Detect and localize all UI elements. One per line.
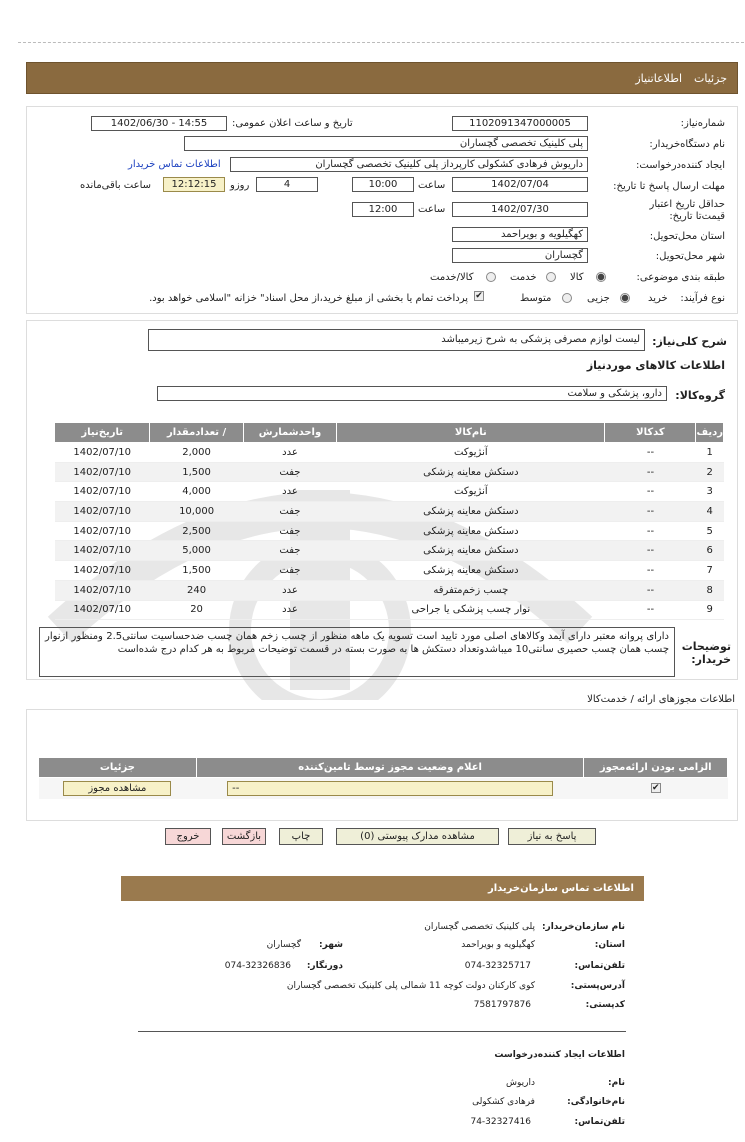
contact-phone-label: تلفن‌تماس: bbox=[574, 961, 625, 971]
col-license-details: جزئیات bbox=[39, 758, 197, 778]
col-date: تاریخ‌نیاز bbox=[55, 423, 150, 443]
process-option-purchase: خرید bbox=[648, 293, 668, 304]
creator-family-label: نام‌خانوادگی: bbox=[567, 1097, 625, 1107]
item-date-cell: 1402/07/10 bbox=[55, 482, 150, 502]
reply-button[interactable]: پاسخ به نیاز bbox=[508, 828, 596, 845]
row-number-cell: 5 bbox=[696, 521, 724, 541]
contact-header bbox=[121, 876, 644, 901]
category-label: طبقه بندی موضوعی: bbox=[636, 272, 725, 283]
row-number-cell: 9 bbox=[696, 600, 724, 620]
announce-label: تاریخ و ساعت اعلان عمومی: bbox=[232, 118, 353, 129]
item-code-cell: -- bbox=[605, 561, 696, 581]
license-status-field[interactable]: -- bbox=[227, 781, 553, 796]
item-date-cell: 1402/07/10 bbox=[55, 561, 150, 581]
table-row bbox=[55, 541, 724, 561]
validity-time-field: 12:00 bbox=[352, 202, 414, 217]
buyer-notes-label: توضیحات خریدار: bbox=[681, 640, 731, 666]
category-radio-both[interactable] bbox=[486, 272, 496, 283]
item-code-cell: -- bbox=[605, 521, 696, 541]
license-row bbox=[39, 778, 728, 799]
contact-fax-label: دورنگار: bbox=[306, 961, 343, 971]
contact-org: پلی کلینیک تخصصی گچساران bbox=[424, 922, 535, 932]
process-radio-minor[interactable] bbox=[620, 293, 630, 304]
row-number-cell: 7 bbox=[696, 561, 724, 581]
view-attachments-button[interactable]: مشاهده مدارک پیوستی (0) bbox=[336, 828, 499, 845]
contact-org-label: نام سازمان‌خریدار: bbox=[541, 922, 625, 932]
validity-date-field: 1402/07/30 bbox=[452, 202, 588, 217]
row-number-cell: 6 bbox=[696, 541, 724, 561]
item-qty-cell: 20 bbox=[150, 600, 243, 620]
creator-phone: 74-32327416 bbox=[470, 1117, 531, 1127]
contact-title: اطلاعات تماس سازمان‌خریدار bbox=[487, 883, 634, 894]
item-code-cell: -- bbox=[605, 502, 696, 522]
deadline-time-label: ساعت bbox=[418, 180, 446, 191]
contact-postal-label: کدپستی: bbox=[585, 1000, 625, 1010]
item-code-cell: -- bbox=[605, 482, 696, 502]
licenses-title: اطلاعات مجوزهای ارائه / خدمت‌کالا bbox=[587, 694, 735, 705]
item-name-cell: آنژیوکت bbox=[337, 482, 605, 502]
creator-family: فرهادی کشکولی bbox=[472, 1097, 535, 1107]
col-code: کدکالا bbox=[605, 423, 696, 443]
buyer-org-label: نام دستگاه‌خریدار: bbox=[649, 139, 725, 150]
table-row bbox=[55, 521, 724, 541]
tab-details[interactable]: جزئیات bbox=[694, 72, 727, 85]
contact-province: کهگیلویه و بویراحمد bbox=[461, 940, 535, 950]
items-table bbox=[54, 422, 724, 620]
item-qty-cell: 5,000 bbox=[150, 541, 243, 561]
item-name-cell: دستکش معاینه پزشکی bbox=[337, 502, 605, 522]
item-qty-cell: 10,000 bbox=[150, 502, 243, 522]
category-option-service: خدمت bbox=[510, 272, 537, 283]
item-name-cell: آنژیوکت bbox=[337, 443, 605, 463]
table-row bbox=[55, 443, 724, 463]
deadline-date-field: 1402/07/04 bbox=[452, 177, 588, 192]
goods-info-title: اطلاعات کالاهای موردنیاز bbox=[586, 359, 725, 372]
col-license-required: الزامی بودن ارائه‌مجوز bbox=[584, 758, 728, 778]
category-radio-service[interactable] bbox=[546, 272, 556, 283]
process-option-minor: جزیی bbox=[587, 293, 610, 304]
print-button[interactable]: چاپ bbox=[279, 828, 323, 845]
creator-name-label: نام: bbox=[608, 1078, 625, 1088]
item-qty-cell: 1,500 bbox=[150, 561, 243, 581]
item-name-cell: دستکش معاینه پزشکی bbox=[337, 561, 605, 581]
license-required-checkbox[interactable]: ✔ bbox=[651, 782, 660, 793]
item-date-cell: 1402/07/10 bbox=[55, 541, 150, 561]
category-option-both: کالا/خدمت bbox=[430, 272, 474, 283]
item-qty-cell: 240 bbox=[150, 580, 243, 600]
contact-postal: 7581797876 bbox=[473, 1000, 531, 1010]
days-field: 4 bbox=[256, 177, 318, 192]
item-date-cell: 1402/07/10 bbox=[55, 443, 150, 463]
city-label: شهر محل‌تحویل: bbox=[655, 251, 725, 262]
item-code-cell: -- bbox=[605, 443, 696, 463]
license-status-cell bbox=[196, 778, 584, 799]
treasury-checkbox[interactable]: ✔ bbox=[475, 291, 483, 301]
table-row bbox=[55, 561, 724, 581]
days-label: روزو bbox=[230, 180, 250, 191]
item-date-cell: 1402/07/10 bbox=[55, 580, 150, 600]
table-row bbox=[55, 482, 724, 502]
creator-name: داریوش bbox=[506, 1078, 535, 1088]
item-name-cell: دستکش معاینه پزشکی bbox=[337, 541, 605, 561]
contact-phone: 074-32325717 bbox=[464, 961, 531, 971]
row-number-cell: 8 bbox=[696, 580, 724, 600]
remaining-time-field: 12:12:15 bbox=[163, 177, 225, 192]
items-table-wrap bbox=[54, 422, 724, 620]
announce-field: 1402/06/30 - 14:55 bbox=[91, 116, 227, 131]
item-unit-cell: جفت bbox=[243, 541, 336, 561]
item-date-cell: 1402/07/10 bbox=[55, 521, 150, 541]
item-name-cell: دستکش معاینه پزشکی bbox=[337, 462, 605, 482]
item-name-cell: دستکش معاینه پزشکی bbox=[337, 521, 605, 541]
contact-city: گچساران bbox=[266, 940, 301, 950]
contact-city-label: شهر: bbox=[319, 940, 343, 950]
license-required-cell bbox=[584, 778, 728, 799]
item-unit-cell: جفت bbox=[243, 462, 336, 482]
province-field: کهگیلویه و بویراحمد bbox=[452, 227, 588, 242]
license-details-cell bbox=[39, 778, 197, 799]
buyer-notes-box: دارای پروانه معتبر دارای آیمد وکالاهای اصلی مورد تایید است تسویه یک ماهه منظور از چسب زخم همان چسب ضدحساسیت سانتی2.5 ومنظور ازنوار چسب همان چسب حصیری سانتی10 میباشدوتعداد دستکش ها به صورت بسته در قسمت توضیحات مربوط به هر کدام درج شده‌است bbox=[39, 627, 675, 677]
item-date-cell: 1402/07/10 bbox=[55, 502, 150, 522]
process-option-medium: متوسط bbox=[520, 293, 552, 304]
item-date-cell: 1402/07/10 bbox=[55, 462, 150, 482]
item-name-cell: نوار چسب پزشکی یا جراحی bbox=[337, 600, 605, 620]
remaining-label: ساعت باقی‌مانده bbox=[80, 180, 152, 191]
need-number-label: شماره‌نیاز: bbox=[680, 118, 725, 129]
deadline-label: مهلت ارسال پاسخ تا تاریخ: bbox=[613, 181, 725, 192]
buyer-org-field: پلی کلینیک تخصصی گچساران bbox=[184, 136, 588, 151]
deadline-time-field: 10:00 bbox=[352, 177, 414, 192]
contact-province-label: استان: bbox=[594, 940, 625, 950]
category-option-goods: کالا bbox=[570, 272, 584, 283]
top-divider bbox=[18, 42, 744, 43]
item-qty-cell: 1,500 bbox=[150, 462, 243, 482]
province-label: استان محل‌تحویل: bbox=[649, 231, 725, 242]
process-radio-medium[interactable] bbox=[562, 293, 572, 304]
contact-divider bbox=[138, 1031, 626, 1032]
item-unit-cell: جفت bbox=[243, 561, 336, 581]
contact-fax: 074-32326836 bbox=[224, 961, 291, 971]
payment-note: پرداخت تمام یا بخشی از مبلغ خرید،از محل اسناد" خزانه "اسلامی خواهد بود. bbox=[149, 293, 468, 304]
item-qty-cell: 4,000 bbox=[150, 482, 243, 502]
contact-address: کوی کارکنان دولت کوچه 11 شمالی پلی کلینیک تخصصی گچساران bbox=[286, 981, 535, 991]
col-qty: / تعدادمقدار bbox=[150, 423, 243, 443]
item-date-cell: 1402/07/10 bbox=[55, 600, 150, 620]
item-code-cell: -- bbox=[605, 541, 696, 561]
row-number-cell: 4 bbox=[696, 502, 724, 522]
item-code-cell: -- bbox=[605, 462, 696, 482]
item-unit-cell: جفت bbox=[243, 502, 336, 522]
licenses-table bbox=[38, 757, 728, 799]
item-unit-cell: عدد bbox=[243, 482, 336, 502]
col-unit: واحدشمارش bbox=[243, 423, 336, 443]
summary-label: شرح کلی‌نیاز: bbox=[652, 335, 727, 348]
validity-label: حداقل تاریخ اعتبار قیمت‌تا تاریخ: bbox=[649, 199, 725, 222]
group-label: گروه‌کالا: bbox=[675, 389, 725, 402]
page-header bbox=[26, 62, 738, 94]
item-qty-cell: 2,500 bbox=[150, 521, 243, 541]
row-number-cell: 2 bbox=[696, 462, 724, 482]
creator-phone-label: تلفن‌تماس: bbox=[574, 1117, 625, 1127]
requester-label: ایجاد کننده‌درخواست: bbox=[636, 160, 725, 171]
need-number-field: 1102091347000005 bbox=[452, 116, 588, 131]
table-row bbox=[55, 462, 724, 482]
col-name: نام‌کالا bbox=[337, 423, 605, 443]
col-row: ردیف bbox=[696, 423, 724, 443]
city-field: گچساران bbox=[452, 248, 588, 263]
item-unit-cell: جفت bbox=[243, 521, 336, 541]
row-number-cell: 3 bbox=[696, 482, 724, 502]
process-label: نوع فرآیند: bbox=[680, 293, 725, 304]
contact-address-label: آدرس‌پستی: bbox=[570, 981, 625, 991]
requester-field: داریوش فرهادی کشکولی کارپرداز پلی کلینیک تخصصی گچساران bbox=[230, 157, 588, 172]
item-unit-cell: عدد bbox=[243, 580, 336, 600]
item-name-cell: چسب زخم‌متفرقه bbox=[337, 580, 605, 600]
validity-time-label: ساعت bbox=[418, 204, 446, 215]
summary-field: لیست لوازم مصرفی پزشکی به شرح زیرمیباشد bbox=[148, 329, 645, 351]
table-row bbox=[55, 600, 724, 620]
item-unit-cell: عدد bbox=[243, 600, 336, 620]
back-button[interactable]: بازگشت bbox=[222, 828, 266, 845]
item-code-cell: -- bbox=[605, 600, 696, 620]
item-unit-cell: عدد bbox=[243, 443, 336, 463]
exit-button[interactable]: خروج bbox=[165, 828, 211, 845]
item-qty-cell: 2,000 bbox=[150, 443, 243, 463]
col-license-status: اعلام وضعیت مجوز توسط تامین‌کننده bbox=[196, 758, 584, 778]
tab-need-info[interactable]: اطلاعاتنیاز bbox=[635, 72, 683, 85]
group-field: دارو، پزشکی و سلامت bbox=[157, 386, 667, 401]
item-code-cell: -- bbox=[605, 580, 696, 600]
table-row bbox=[55, 580, 724, 600]
row-number-cell: 1 bbox=[696, 443, 724, 463]
table-row bbox=[55, 502, 724, 522]
creator-title: اطلاعات ایجاد کننده‌درخواست bbox=[494, 1050, 625, 1060]
view-license-button[interactable]: مشاهده مجوز bbox=[63, 781, 171, 796]
buyer-contact-link[interactable]: اطلاعات تماس خریدار bbox=[128, 159, 221, 170]
category-radio-goods[interactable] bbox=[596, 272, 606, 283]
licenses-table-wrap bbox=[38, 757, 728, 799]
